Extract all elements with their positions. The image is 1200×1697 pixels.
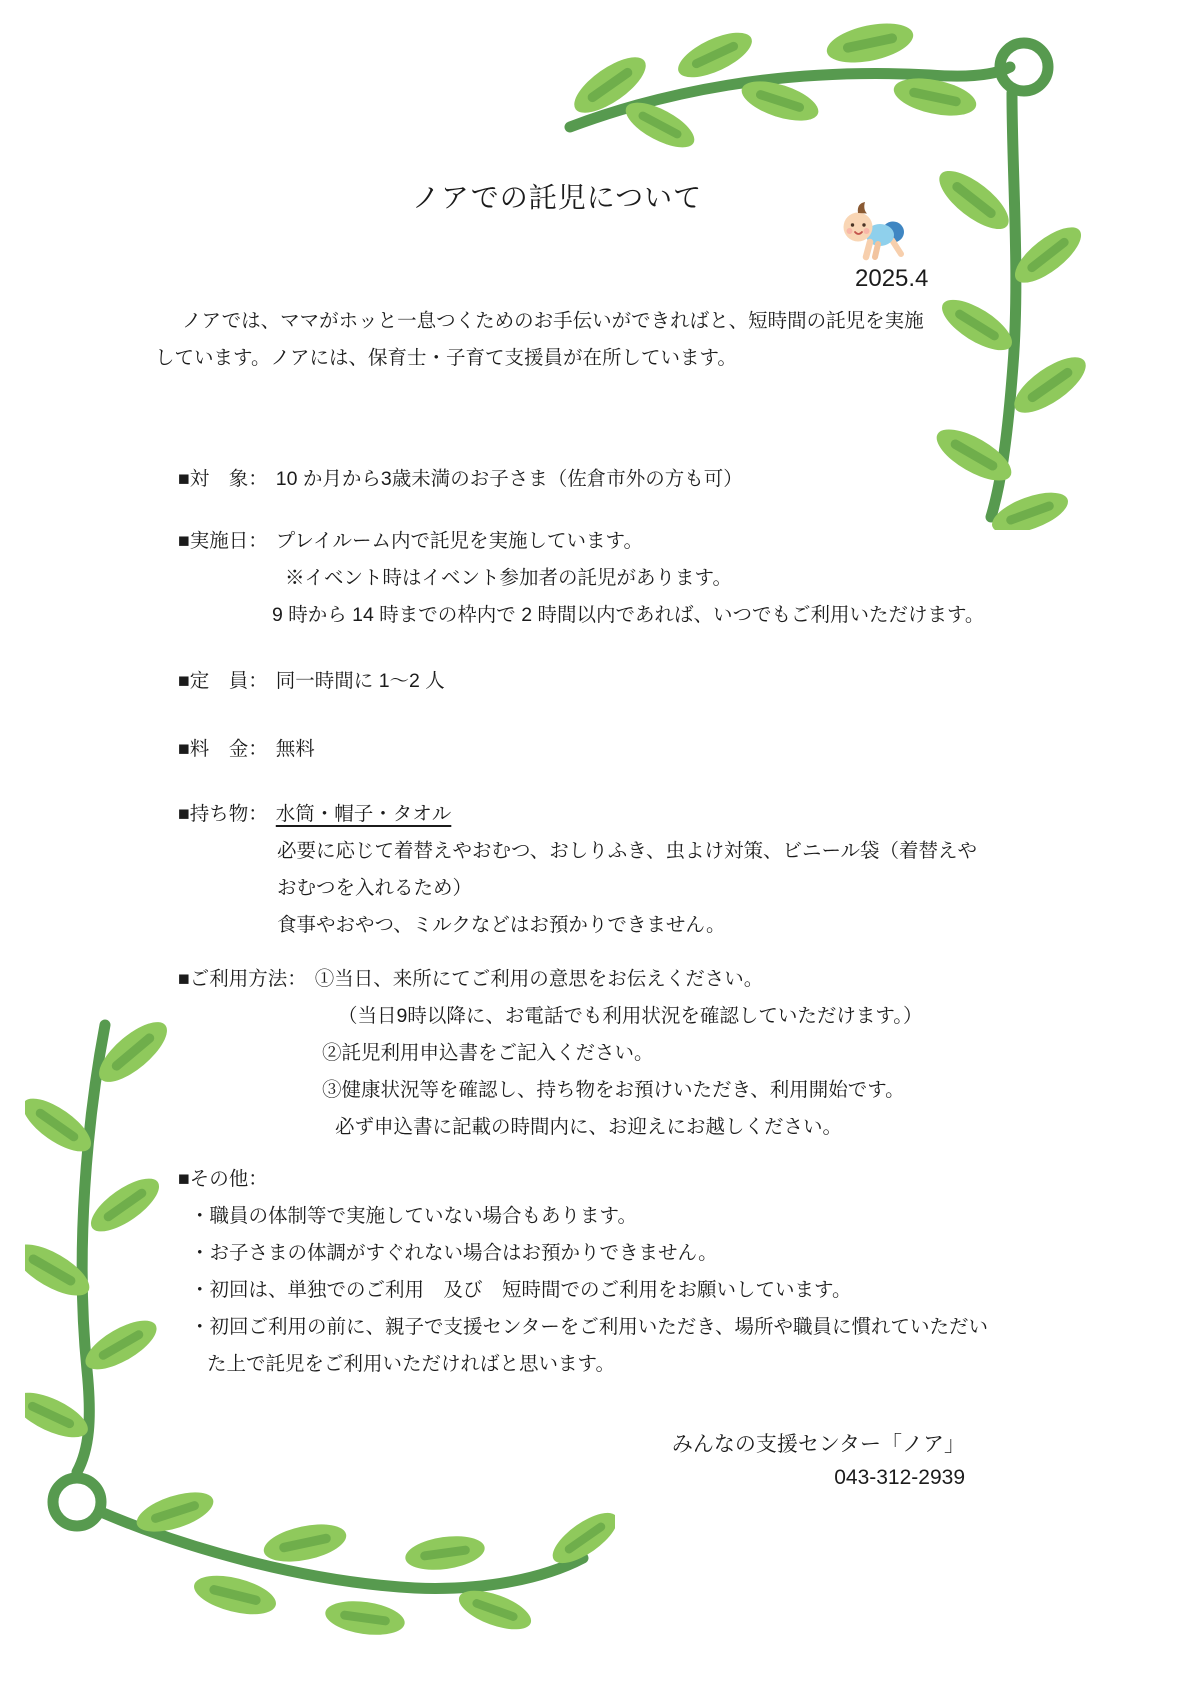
section-belongings-label: ■持ち物： — [178, 803, 268, 825]
page-title: ノアでの託児について — [411, 182, 703, 213]
section-capacity-label: ■定 員： — [178, 670, 268, 692]
crawling-baby-icon — [840, 202, 910, 264]
section-belongings-value: 水筒・帽子・タオル — [275, 803, 452, 825]
section-belongings-note-3: 食事やおやつ、ミルクなどはお預かりできません。 — [277, 914, 726, 936]
section-fee-value: 無料 — [275, 738, 315, 760]
section-schedule — [178, 530, 643, 553]
section-schedule-note-1: ※イベント時はイベント参加者の託児があります。 — [285, 567, 732, 589]
section-other-note-1: ・職員の体制等で実施していない場合もあります。 — [190, 1205, 637, 1227]
section-schedule-value: プレイルーム内で託児を実施しています。 — [275, 530, 643, 552]
section-fee-label: ■料 金： — [178, 738, 268, 760]
date-label: 2025.4 — [855, 265, 929, 292]
section-schedule-note-2: 9 時から 14 時までの枠内で 2 時間以内であれば、いつでもご利用いただけます。 — [272, 604, 985, 626]
section-usage-step-3-note: 必ず申込書に記載の時間内に、お迎えにお越しください。 — [335, 1116, 843, 1138]
section-usage-step-3: ③健康状況等を確認し、持ち物をお預けいただき、利用開始です。 — [322, 1079, 905, 1101]
section-belongings-note-1: 必要に応じて着替えやおむつ、おしりふき、虫よけ対策、ビニール袋（着替えや — [277, 840, 978, 862]
footer-organization: みんなの支援センター「ノア」 — [671, 1433, 965, 1456]
section-target-label: ■対 象： — [178, 468, 268, 490]
section-other-label: ■その他： — [178, 1168, 268, 1190]
vine-top-right-icon — [550, 15, 1140, 530]
section-capacity-value: 同一時間に 1～2 人 — [275, 670, 445, 692]
intro-line-2: しています。ノアには、保育士・子育て支援員が在所しています。 — [155, 347, 737, 369]
section-capacity — [178, 670, 445, 693]
section-usage-step-1: ①当日、来所にてご利用の意思をお伝えください。 — [314, 968, 764, 990]
section-belongings-note-2: おむつを入れるため） — [277, 877, 473, 899]
section-schedule-label: ■実施日： — [178, 530, 268, 552]
section-target — [178, 468, 743, 491]
section-usage — [178, 968, 763, 991]
section-belongings — [178, 803, 451, 826]
section-fee — [178, 738, 315, 761]
section-target-value: 10 か月から3歳未満のお子さま（佐倉市外の方も可） — [275, 468, 743, 490]
section-other-note-2: ・お子さまの体調がすぐれない場合はお預かりできません。 — [190, 1242, 718, 1264]
section-other-note-3: ・初回は、単独でのご利用 及び 短時間でのご利用をお願いしています。 — [190, 1279, 852, 1301]
section-usage-step-1-note: （当日9時以降に、お電話でも利用状況を確認していただけます。） — [338, 1005, 923, 1027]
section-usage-label: ■ご利用方法： — [178, 968, 307, 990]
section-other-note-4: ・初回ご利用の前に、親子で支援センターをご利用いただき、場所や職員に慣れていただい — [190, 1316, 988, 1338]
intro-line-1: ノアでは、ママがホッと一息つくためのお手伝いができればと、短時間の託児を実施 — [182, 310, 924, 332]
footer-phone: 043-312-2939 — [834, 1466, 965, 1489]
section-other-note-5: た上で託児をご利用いただければと思います。 — [207, 1353, 615, 1375]
section-usage-step-2: ②託児利用申込書をご記入ください。 — [322, 1042, 654, 1064]
